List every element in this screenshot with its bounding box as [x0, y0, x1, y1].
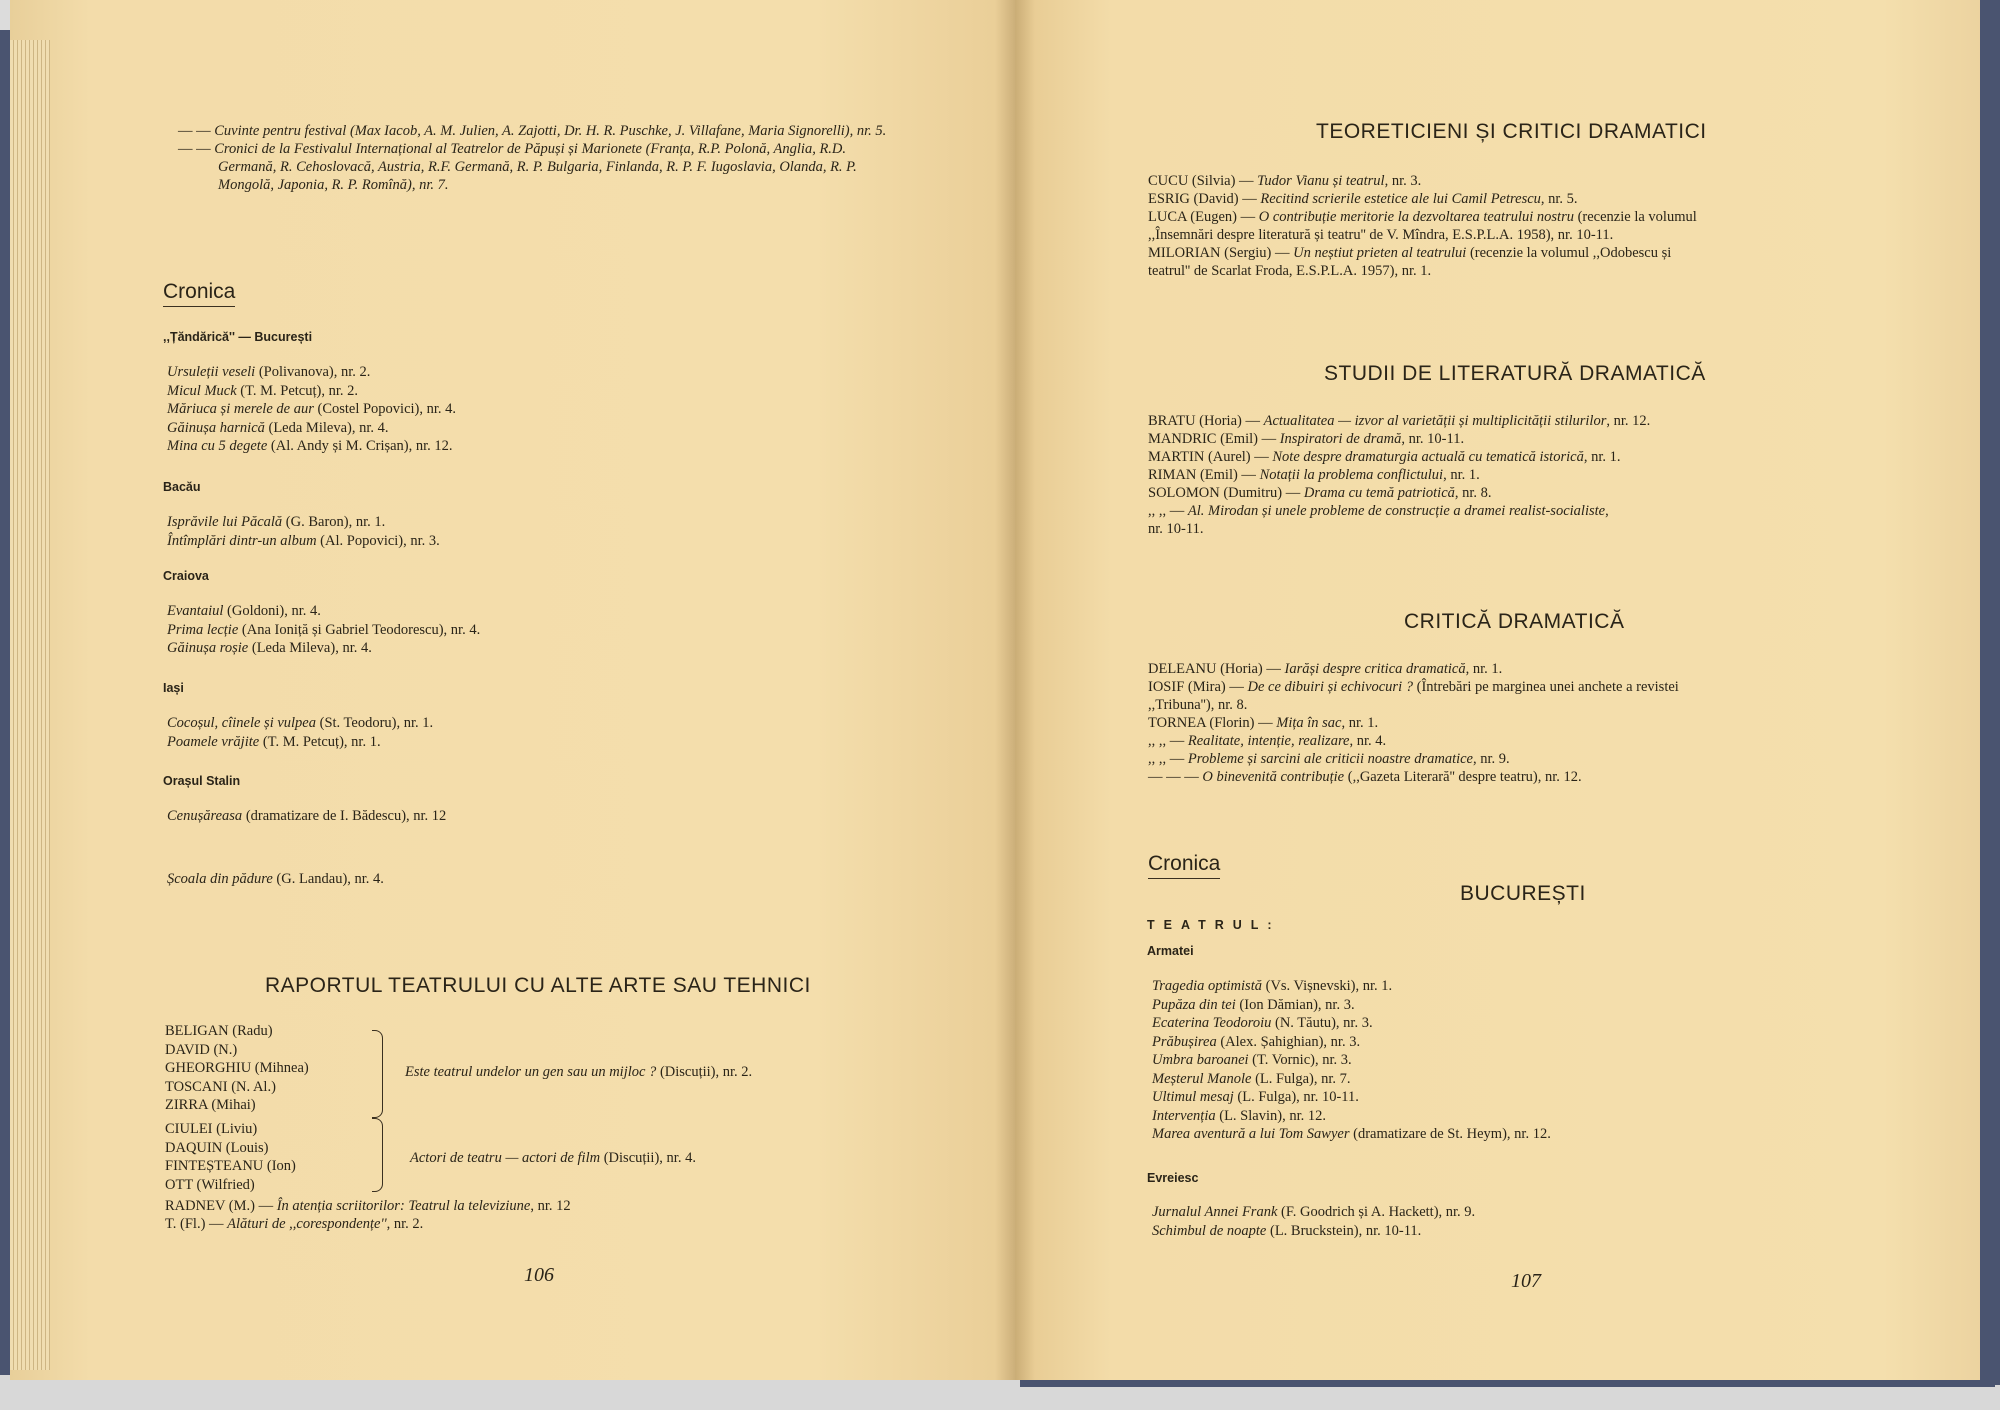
- section-entry-line: [1148, 244, 1697, 262]
- section-entry-line-title: Tudor Vianu și teatrul: [1257, 173, 1385, 189]
- section-entry-line-prefix: nr. 10-11.: [1148, 521, 1204, 537]
- section-entry-line-prefix: DELEANU (Horia) —: [1148, 661, 1285, 677]
- section-entries: [1148, 660, 1679, 786]
- raport-heading: RAPORTUL TEATRULUI CU ALTE ARTE SAU TEHNICI: [265, 974, 811, 997]
- show-details: (dramatizare de I. Bădescu), nr. 12: [242, 808, 447, 824]
- right-cronica-title: Cronica: [1148, 852, 1220, 879]
- section-entry-line-prefix: CUCU (Silvia) —: [1148, 173, 1258, 189]
- show-details: (Polivanova), nr. 2.: [255, 364, 371, 380]
- city-label: Orașul Stalin: [163, 774, 241, 788]
- section-entry-line-title: Inspiratori de dramă: [1279, 431, 1402, 447]
- section-entry-line-rest: , nr. 9.: [1473, 751, 1510, 767]
- raport-name: DAQUIN (Louis): [165, 1139, 269, 1156]
- city-shows: [167, 714, 433, 751]
- section-entry-line: [1148, 732, 1679, 750]
- show-details: (G. Landau), nr. 4.: [272, 870, 384, 887]
- show-item: [167, 826, 446, 870]
- show-title: Ursuleții veseli: [167, 364, 256, 380]
- show-title: Ultimul mesaj: [1152, 1089, 1234, 1105]
- section-entry-line-rest: , nr. 8.: [1454, 485, 1492, 501]
- left-cronica-title: Cronica: [163, 280, 235, 307]
- raport-extra-line: [165, 1197, 571, 1215]
- show-details: (Leda Mileva), nr. 4.: [264, 419, 389, 436]
- show-item: [1152, 1088, 1551, 1107]
- section-entry-line-title: Notații la problema conflictului: [1259, 467, 1444, 483]
- armatei-list: [1152, 977, 1551, 1144]
- section-entry-line: [1148, 430, 1650, 448]
- show-title: Jurnalul Annei Frank: [1152, 1204, 1278, 1220]
- section-entry-line-title: Mița în sac: [1276, 715, 1342, 731]
- section-entry-line-prefix: ,, ,, —: [1148, 751, 1188, 767]
- show-details: (L. Fulga), nr. 7.: [1251, 1070, 1351, 1087]
- raport-name: GHEORGHIU (Mihnea): [165, 1060, 309, 1076]
- section-entry-line-title: Realitate, intenție, realizare: [1187, 733, 1350, 749]
- evreiesc-label: Evreiesc: [1147, 1171, 1199, 1185]
- section-entry-line-rest: ,: [1605, 503, 1609, 519]
- raport-extra-line-rest: , nr. 2.: [386, 1216, 424, 1232]
- raport-name: FINTEȘTEANU (Ion): [165, 1158, 296, 1174]
- section-heading: TEORETICIENI ȘI CRITICI DRAMATICI: [1316, 120, 1707, 143]
- section-entry-line: [1148, 768, 1679, 786]
- section-entry-line-prefix: ESRIG (David) —: [1148, 191, 1261, 207]
- section-entry-line: [1148, 208, 1697, 226]
- show-title: Umbra baroanei: [1152, 1052, 1249, 1068]
- raport-group1-names: [165, 1022, 309, 1115]
- show-details: (Alex. Șahighian), nr. 3.: [1216, 1033, 1361, 1050]
- show-title: Măriuca și merele de aur: [167, 401, 314, 417]
- section-entry-line-rest: (,,Gazeta Literară'' despre teatru), nr. 12.: [1344, 769, 1582, 785]
- show-details: (N. Tăutu), nr. 3.: [1271, 1015, 1373, 1031]
- show-item: [1152, 1125, 1551, 1144]
- intro-entry: [178, 140, 908, 194]
- section-entry-line: [1148, 660, 1679, 678]
- show-title: Marea aventură a lui Tom Sawyer: [1152, 1126, 1350, 1142]
- show-item: [1152, 1051, 1551, 1070]
- show-item: [1152, 1033, 1551, 1052]
- show-item: [1152, 1014, 1551, 1033]
- book-cover-right: [1978, 0, 2000, 1385]
- raport-name: DAVID (N.): [165, 1041, 238, 1058]
- section-entry-line-rest: (recenzie la volumul ,,Odobescu și: [1466, 245, 1672, 261]
- section-entry-line-rest: , nr. 12.: [1606, 413, 1651, 429]
- section-entry-line-rest: (Întrebări pe marginea unei anchete a revistei: [1412, 679, 1679, 695]
- show-details: (F. Goodrich și A. Hackett), nr. 9.: [1277, 1204, 1476, 1220]
- show-title: Prăbușirea: [1152, 1033, 1217, 1050]
- show-item: [167, 437, 456, 456]
- show-details: (G. Baron), nr. 1.: [282, 514, 386, 530]
- show-item: [167, 513, 440, 532]
- section-entry-line-title: Iarăși despre critica dramatică: [1284, 661, 1466, 677]
- intro-entry: [178, 122, 908, 140]
- show-title: Tragedia optimistă: [1152, 978, 1262, 994]
- show-title: Cenușăreasa: [167, 808, 243, 824]
- show-item: [167, 532, 440, 551]
- section-entry-line-title: Al. Mirodan și unele probleme de construcție a dramei realist-socialiste: [1187, 503, 1606, 519]
- section-entry-line: [1148, 750, 1679, 768]
- show-title: Pupăza din tei: [1152, 996, 1236, 1013]
- section-entry-line: [1148, 520, 1650, 538]
- section-entry-line-prefix: ,,Însemnări despre literatură și teatru'' de V. Mîndra, E.S.P.L.A. 1958), nr. 10-11.: [1148, 227, 1614, 243]
- section-entry-line-rest: , nr. 1.: [1443, 467, 1480, 483]
- city-label: Iași: [163, 681, 184, 695]
- section-entry-line: [1148, 696, 1679, 714]
- city-shows: [167, 807, 446, 888]
- page-edges: [10, 40, 50, 1370]
- raport-extra: [165, 1197, 571, 1233]
- section-entry-line: [1148, 226, 1697, 244]
- left-intro: [178, 122, 908, 194]
- section-entry-line-rest: , nr. 1.: [1583, 449, 1621, 465]
- raport-name: CIULEI (Liviu): [165, 1121, 258, 1137]
- show-item: [167, 807, 446, 826]
- section-entry-line-prefix: TORNEA (Florin) —: [1148, 715, 1277, 731]
- show-details: (Costel Popovici), nr. 4.: [313, 401, 457, 417]
- show-item: [167, 419, 456, 438]
- raport-name: OTT (Wilfried): [165, 1176, 255, 1193]
- show-details: (L. Fulga), nr. 10-11.: [1233, 1089, 1359, 1105]
- intro-entry-prefix: — —: [178, 123, 215, 139]
- show-details: (Goldoni), nr. 4.: [223, 603, 321, 619]
- show-item: [1152, 1203, 1475, 1222]
- section-entry-line: [1148, 262, 1697, 280]
- raport-group1-italic: Este teatrul undelor un gen sau un mijloc ?: [405, 1064, 657, 1080]
- show-title: Cocoșul, cîinele și vulpea: [167, 715, 316, 731]
- raport-extra-line-prefix: T. (Fl.) —: [165, 1216, 228, 1232]
- section-entry-line-title: O binevenită contribuție: [1202, 769, 1345, 785]
- teatrul-label: TEATRUL:: [1147, 918, 1281, 932]
- raport-group2-rest: (Discuții), nr. 4.: [600, 1150, 696, 1166]
- show-title: Mina cu 5 degete: [167, 438, 268, 454]
- show-item: [167, 714, 433, 733]
- raport-group2-names: [165, 1120, 296, 1194]
- section-entry-line-prefix: ,, ,, —: [1148, 503, 1188, 519]
- section-entry-line-prefix: MANDRIC (Emil) —: [1148, 431, 1280, 447]
- section-entry-line-rest: (recenzie la volumul: [1573, 209, 1697, 225]
- section-entry-line-prefix: ,, ,, —: [1148, 733, 1188, 749]
- raport-extra-line-prefix: RADNEV (M.) —: [165, 1198, 277, 1214]
- show-item: [1152, 996, 1551, 1015]
- section-entry-line-rest: , nr. 1.: [1341, 715, 1379, 731]
- show-title: Poamele vrăjite: [167, 733, 260, 750]
- section-entry-line-rest: , nr. 10-11.: [1401, 431, 1465, 447]
- show-title: Prima lecție: [167, 621, 239, 638]
- show-item: [167, 733, 433, 752]
- section-entry-line-prefix: MILORIAN (Sergiu) —: [1148, 245, 1294, 261]
- show-details: (Al. Andy și M. Crișan), nr. 12.: [267, 438, 453, 454]
- show-details: (Al. Popovici), nr. 3.: [316, 532, 440, 549]
- section-entry-line-prefix: SOLOMON (Dumitru) —: [1148, 485, 1304, 501]
- show-title: Micul Muck: [167, 382, 237, 399]
- show-item: [167, 621, 480, 640]
- section-entry-line-prefix: RIMAN (Emil) —: [1148, 467, 1260, 483]
- city-label: Bacău: [163, 480, 201, 494]
- section-entry-line: [1148, 678, 1679, 696]
- show-details: (St. Teodoru), nr. 1.: [316, 715, 434, 731]
- show-item: [1152, 1070, 1551, 1089]
- section-entry-line-title: Probleme și sarcini ale criticii noastre dramatice: [1187, 751, 1473, 767]
- show-item: [167, 639, 480, 658]
- section-entry-line: [1148, 172, 1697, 190]
- section-entry-line-prefix: teatrul'' de Scarlat Froda, E.S.P.L.A. 1957), nr. 1.: [1148, 263, 1432, 279]
- section-entry-line: [1148, 466, 1650, 484]
- show-details: (T. Vornic), nr. 3.: [1248, 1052, 1352, 1068]
- armatei-label: Armatei: [1147, 944, 1194, 958]
- show-title: Meșterul Manole: [1152, 1070, 1252, 1087]
- show-title: Găinușa roșie: [167, 640, 249, 656]
- show-item: [1152, 977, 1551, 996]
- section-entry-line: [1148, 448, 1650, 466]
- show-item: [167, 870, 446, 889]
- left-page: [10, 0, 1015, 1380]
- section-entry-line-rest: , nr. 4.: [1349, 733, 1387, 749]
- section-entry-line-title: Note despre dramaturgia actuală cu tematică istorică: [1272, 449, 1584, 465]
- show-details: (L. Bruckstein), nr. 10-11.: [1266, 1222, 1422, 1239]
- raport-name: ZIRRA (Mihai): [165, 1097, 256, 1113]
- raport-group1-topic: [405, 1063, 752, 1081]
- intro-entry-title: Cuvinte pentru festival (Max Iacob, A. M. Julien, A. Zajotti, Dr. H. R. Puschke, J. Villafane, Maria Signorelli), nr. 5.: [214, 123, 887, 139]
- show-title: Schimbul de noapte: [1152, 1222, 1267, 1239]
- show-details: (Ion Dămian), nr. 3.: [1235, 996, 1355, 1013]
- section-entry-line-title: De ce dibuiri și echivocuri ?: [1247, 679, 1413, 695]
- raport-name: TOSCANI (N. Al.): [165, 1078, 276, 1095]
- section-entry-line-prefix: IOSIF (Mira) —: [1148, 679, 1248, 695]
- section-entry-line: [1148, 190, 1697, 208]
- section-entry-line-prefix: — — —: [1148, 769, 1203, 785]
- section-entry-line-title: Actualitatea — izvor al varietății și multiplicității stilurilor: [1263, 413, 1607, 429]
- show-item: [1152, 1222, 1475, 1241]
- city-label: Craiova: [163, 569, 209, 583]
- section-entry-line: [1148, 502, 1650, 520]
- city-shows: [167, 513, 440, 550]
- section-entries: [1148, 172, 1697, 280]
- book-gutter: [995, 0, 1035, 1380]
- show-details: (Vs. Vișnevski), nr. 1.: [1261, 978, 1393, 994]
- show-item: [167, 382, 456, 401]
- show-item: [167, 400, 456, 419]
- show-title: Întîmplări dintr-un album: [167, 532, 317, 549]
- evreiesc-list: [1152, 1203, 1475, 1240]
- section-entry-line: [1148, 412, 1650, 430]
- section-entry-line-rest: , nr. 1.: [1465, 661, 1503, 677]
- raport-group2-topic: [410, 1149, 696, 1167]
- show-details: (T. M. Petcuț), nr. 2.: [236, 382, 359, 399]
- show-details: (Ana Ioniță și Gabriel Teodorescu), nr. 4.: [238, 621, 481, 638]
- raport-group1-brace: [372, 1030, 383, 1118]
- section-entry-line-prefix: ,,Tribuna''), nr. 8.: [1148, 697, 1248, 713]
- section-entry-line-rest: , nr. 5.: [1540, 191, 1578, 207]
- show-details: (dramatizare de St. Heym), nr. 12.: [1349, 1126, 1551, 1142]
- bucuresti-heading: BUCUREȘTI: [1460, 882, 1586, 905]
- show-details: (L. Slavin), nr. 12.: [1215, 1107, 1326, 1124]
- raport-group2-italic: Actori de teatru — actori de film: [410, 1150, 601, 1166]
- raport-extra-line-rest: , nr. 12: [530, 1198, 571, 1214]
- section-entry-line-title: O contribuție meritorie la dezvoltarea teatrului nostru: [1258, 209, 1574, 225]
- right-page-number: 107: [1511, 1270, 1541, 1292]
- section-entry-line-title: Un neștiut prieten al teatrului: [1293, 245, 1467, 261]
- section-entry-line-prefix: MARTIN (Aurel) —: [1148, 449, 1273, 465]
- show-item: [167, 602, 480, 621]
- raport-group1-rest: (Discuții), nr. 2.: [656, 1064, 753, 1080]
- raport-extra-line-title: În atenția scriitorilor: Teatrul la televiziune: [276, 1198, 531, 1214]
- show-title: Găinușa harnică: [167, 419, 265, 436]
- show-title: Isprăvile lui Păcală: [167, 514, 283, 530]
- section-entry-line-title: Drama cu temă patriotică: [1303, 485, 1455, 501]
- show-item: [1152, 1107, 1551, 1126]
- section-heading: STUDII DE LITERATURĂ DRAMATICĂ: [1324, 362, 1706, 385]
- section-entries: [1148, 412, 1650, 538]
- section-entry-line-title: Recitind scrierile estetice ale lui Camil Petrescu: [1260, 191, 1541, 207]
- section-entry-line-rest: , nr. 3.: [1384, 173, 1422, 189]
- intro-entry-title: Cronici de la Festivalul Internațional al Teatrelor de Păpuși și Marionete (Franța, R.P. Polonă, Anglia, R.D. Germană, R. Cehoslovacă, Austria, R.F. Germană, R. P. Bulgaria, Finlanda, R. P. F. Iugoslavia, Olanda, R. P. Mongolă, Japonia, R. P. Romînă), nr. 7.: [214, 141, 857, 193]
- show-title: Ecaterina Teodoroiu: [1152, 1015, 1272, 1031]
- city-shows: [167, 363, 456, 456]
- city-label: ,,Țăndărică'' — București: [163, 330, 313, 344]
- section-entry-line-prefix: LUCA (Eugen) —: [1148, 209, 1259, 225]
- raport-name: BELIGAN (Radu): [165, 1023, 273, 1039]
- left-page-number: 106: [524, 1264, 554, 1286]
- intro-entry-prefix: — —: [178, 141, 215, 157]
- section-heading: CRITICĂ DRAMATICĂ: [1404, 610, 1625, 633]
- show-details: (Leda Mileva), nr. 4.: [248, 640, 372, 656]
- show-details: (T. M. Petcuț), nr. 1.: [259, 733, 381, 750]
- section-entry-line: [1148, 714, 1679, 732]
- section-entry-line: [1148, 484, 1650, 502]
- section-entry-line-prefix: BRATU (Horia) —: [1148, 413, 1264, 429]
- show-item: [167, 363, 456, 382]
- show-title: Școala din pădure: [167, 870, 273, 887]
- raport-extra-line-title: Alături de ,,corespondențe'': [227, 1216, 387, 1232]
- show-title: Intervenția: [1152, 1107, 1216, 1124]
- city-shows: [167, 602, 480, 658]
- show-title: Evantaiul: [167, 603, 224, 619]
- raport-extra-line: [165, 1215, 571, 1233]
- raport-group2-brace: [372, 1118, 383, 1192]
